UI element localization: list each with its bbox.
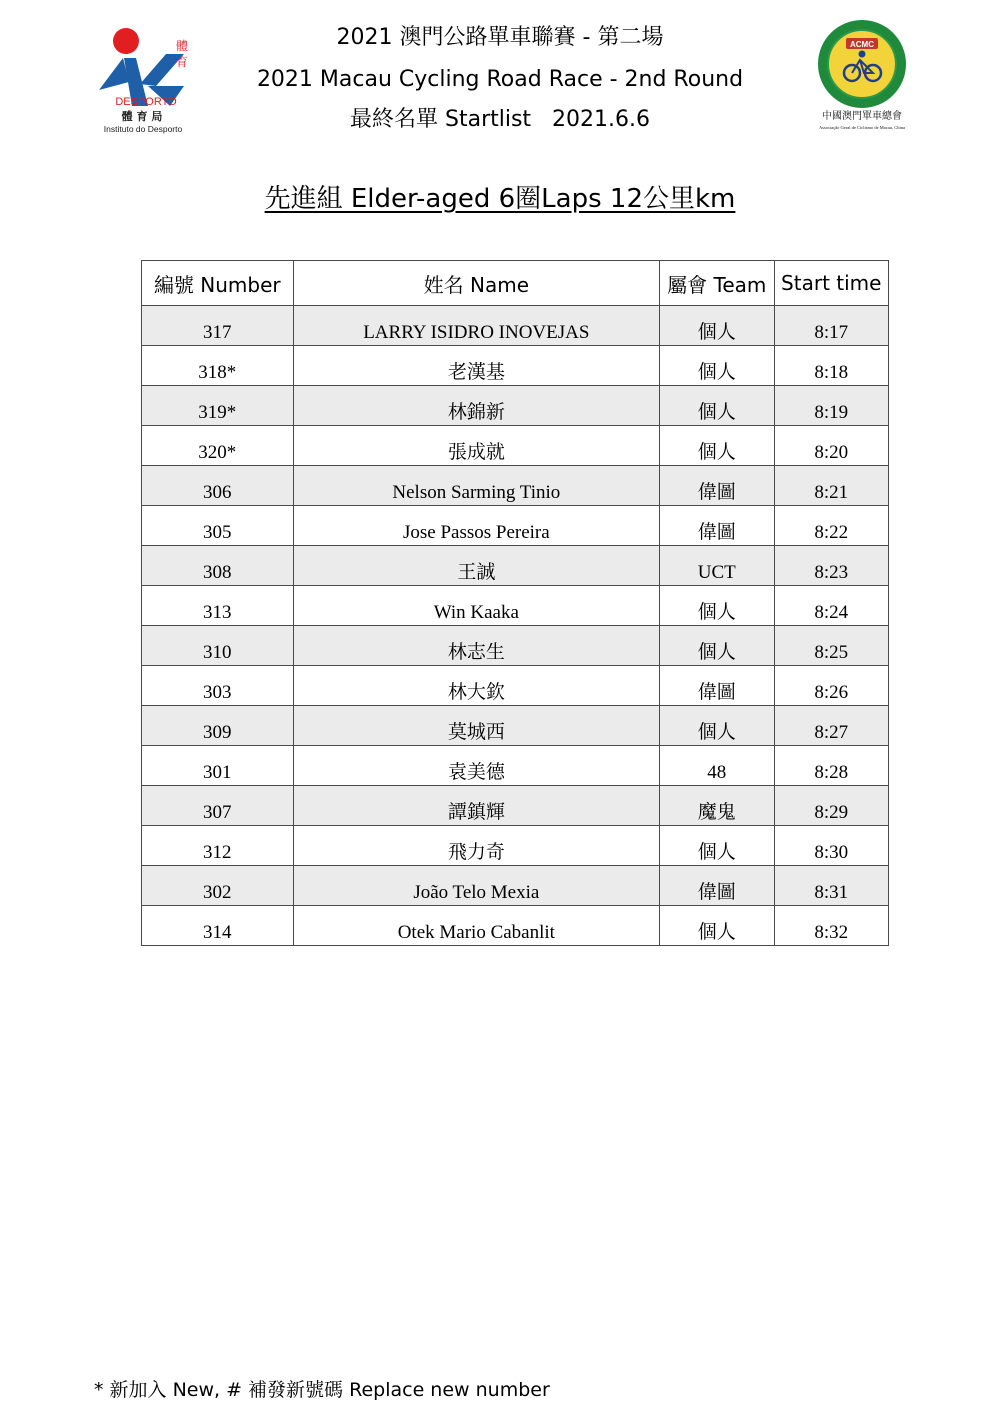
startlist-table (141, 260, 889, 946)
table-row (142, 826, 889, 866)
cell-start-time: 8:32 (774, 906, 888, 946)
cell-team: 48 (660, 746, 774, 786)
cell-name: 林錦新 (293, 386, 659, 426)
cell-name: 王誠 (293, 546, 659, 586)
cell-name: 林志生 (293, 626, 659, 666)
cell-start-time: 8:27 (774, 706, 888, 746)
cell-start-time: 8:31 (774, 866, 888, 906)
cell-number: 305 (142, 506, 294, 546)
svg-text:育: 育 (176, 55, 189, 69)
cell-name: 張成就 (293, 426, 659, 466)
cell-number: 303 (142, 666, 294, 706)
table-row (142, 866, 889, 906)
cell-start-time: 8:19 (774, 386, 888, 426)
cell-name: 莫城西 (293, 706, 659, 746)
section-title-text: 先進組 Elder-aged 6圈Laps 12公里km (264, 184, 736, 214)
table-row (142, 546, 889, 586)
cell-team: 個人 (660, 586, 774, 626)
cell-team: 個人 (660, 826, 774, 866)
cell-name: 譚鎮輝 (293, 786, 659, 826)
cell-start-time: 8:24 (774, 586, 888, 626)
cell-name: 林大欽 (293, 666, 659, 706)
svg-text:體: 體 (176, 39, 189, 53)
acmc-logo (812, 18, 912, 133)
section-title (0, 182, 1000, 216)
cell-number: 310 (142, 626, 294, 666)
table-row (142, 906, 889, 946)
header-subtitle: 最終名單 Startlist 2021.6.6 (350, 107, 650, 132)
table-row (142, 786, 889, 826)
cell-number: 314 (142, 906, 294, 946)
table-row (142, 746, 889, 786)
cell-start-time: 8:22 (774, 506, 888, 546)
column-header-number: 編號 Number (142, 261, 294, 306)
table-row (142, 586, 889, 626)
cell-start-time: 8:23 (774, 546, 888, 586)
cell-team: 偉圖 (660, 506, 774, 546)
cell-name: João Telo Mexia (293, 866, 659, 906)
svg-text:Instituto do Desporto: Instituto do Desporto (103, 124, 183, 134)
svg-text:ACMC: ACMC (850, 40, 874, 49)
cell-team: 個人 (660, 346, 774, 386)
table-row (142, 426, 889, 466)
table-row (142, 306, 889, 346)
cell-number: 317 (142, 306, 294, 346)
cell-team: 個人 (660, 706, 774, 746)
column-header-name: 姓名 Name (293, 261, 659, 306)
cell-start-time: 8:18 (774, 346, 888, 386)
column-header-start-time: Start time (774, 261, 888, 306)
cell-name: Win Kaaka (293, 586, 659, 626)
table-row (142, 506, 889, 546)
cell-team: 個人 (660, 426, 774, 466)
cell-name: 老漢基 (293, 346, 659, 386)
svg-text:體 育 局: 體 育 局 (121, 110, 163, 123)
cell-start-time: 8:25 (774, 626, 888, 666)
column-header-team: 屬會 Team (660, 261, 774, 306)
cell-start-time: 8:30 (774, 826, 888, 866)
table-row (142, 346, 889, 386)
header-title-en: 2021 Macau Cycling Road Race - 2nd Round (256, 67, 744, 92)
table-row (142, 706, 889, 746)
cell-team: 偉圖 (660, 866, 774, 906)
cell-team: 個人 (660, 906, 774, 946)
cell-number: 319* (142, 386, 294, 426)
cell-name: Nelson Sarming Tinio (293, 466, 659, 506)
cell-start-time: 8:17 (774, 306, 888, 346)
cell-team: 魔鬼 (660, 786, 774, 826)
svg-text:Associação Geral de Ciclismo d: Associação Geral de Ciclismo de Macau, China (818, 125, 906, 130)
cell-number: 301 (142, 746, 294, 786)
table-row (142, 626, 889, 666)
cell-team: 個人 (660, 386, 774, 426)
cell-number: 318* (142, 346, 294, 386)
header-title-zh: 2021 澳門公路單車聯賽 - 第二場 (336, 25, 664, 50)
acmc-emblem-icon (812, 18, 912, 133)
footnote: * 新加入 New, # 補發新號碼 Replace new number (94, 1379, 550, 1401)
cell-number: 320* (142, 426, 294, 466)
cell-start-time: 8:20 (774, 426, 888, 466)
cell-name: Jose Passos Pereira (293, 506, 659, 546)
cell-start-time: 8:21 (774, 466, 888, 506)
cell-start-time: 8:29 (774, 786, 888, 826)
cell-team: 個人 (660, 306, 774, 346)
table-header-row (142, 261, 889, 306)
cell-name: 袁美德 (293, 746, 659, 786)
cell-start-time: 8:26 (774, 666, 888, 706)
cell-number: 313 (142, 586, 294, 626)
cell-number: 308 (142, 546, 294, 586)
cell-number: 307 (142, 786, 294, 826)
cell-name: 飛力奇 (293, 826, 659, 866)
table-row (142, 666, 889, 706)
cell-team: UCT (660, 546, 774, 586)
cell-team: 偉圖 (660, 466, 774, 506)
cell-team: 偉圖 (660, 666, 774, 706)
table-row (142, 466, 889, 506)
cell-number: 309 (142, 706, 294, 746)
cell-name: LARRY ISIDRO INOVEJAS (293, 306, 659, 346)
table-row (142, 386, 889, 426)
cell-number: 312 (142, 826, 294, 866)
cell-name: Otek Mario Cabanlit (293, 906, 659, 946)
cell-start-time: 8:28 (774, 746, 888, 786)
svg-text:中國澳門單車總會: 中國澳門單車總會 (822, 111, 902, 122)
svg-text:DESPORTO: DESPORTO (115, 96, 177, 108)
cell-number: 302 (142, 866, 294, 906)
cell-number: 306 (142, 466, 294, 506)
cell-team: 個人 (660, 626, 774, 666)
